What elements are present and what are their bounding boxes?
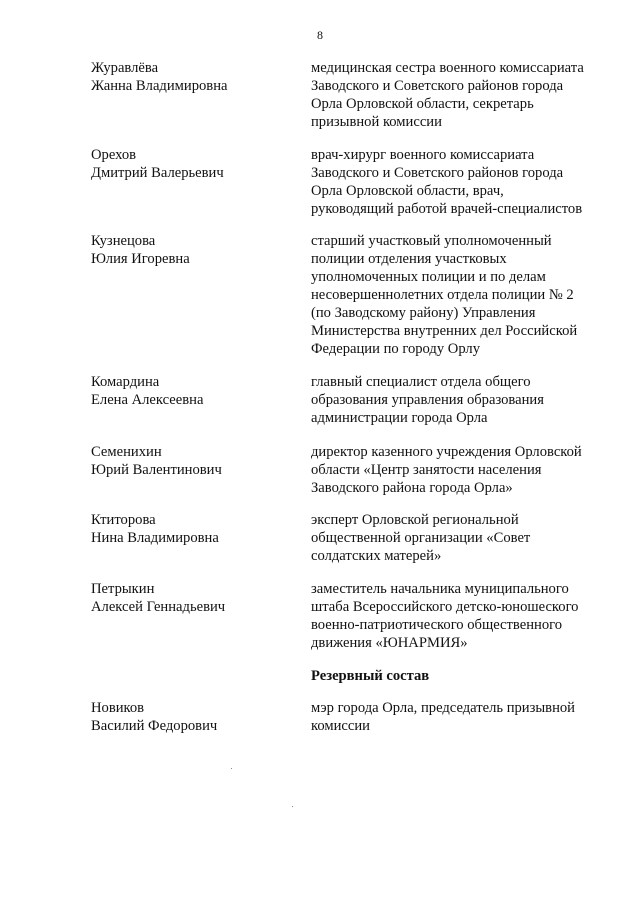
role-line: Заводского и Советского районов города (311, 165, 564, 181)
member-surname: Новиков (91, 700, 145, 716)
role-line: Орла Орловской области, секретарь (311, 96, 534, 112)
role-line: солдатских матерей» (311, 548, 442, 564)
role-line: уполномоченных полиции и по делам (311, 269, 546, 285)
role-line: медицинская сестра военного комиссариата (311, 60, 584, 76)
role-line: Орла Орловской области, врач, (311, 183, 504, 199)
scan-speck (231, 768, 232, 769)
role-line: движения «ЮНАРМИЯ» (311, 635, 468, 651)
member-name (91, 59, 291, 95)
member-role (311, 373, 611, 427)
role-line: старший участковый уполномоченный (311, 233, 552, 249)
role-line: Министерства внутренних дел Российской (311, 323, 578, 339)
role-line: общественной организации «Совет (311, 530, 531, 546)
member-surname: Петрыкин (91, 581, 155, 597)
member-name (91, 443, 291, 479)
role-line: (по Заводскому району) Управления (311, 305, 536, 321)
member-surname: Кузнецова (91, 233, 156, 249)
scan-speck (292, 806, 293, 807)
member-name (91, 373, 291, 409)
role-line: администрации города Орла (311, 410, 488, 426)
member-name (91, 232, 291, 268)
member-surname: Журавлёва (91, 60, 159, 76)
member-surname: Комардина (91, 374, 160, 390)
role-line: военно-патриотического общественного (311, 617, 563, 633)
member-surname: Орехов (91, 147, 137, 163)
member-role (311, 232, 611, 358)
member-given-names: Дмитрий Валерьевич (91, 165, 224, 181)
role-line: комиссии (311, 718, 370, 734)
member-given-names: Алексей Геннадьевич (91, 599, 226, 615)
role-line: образования управления образования (311, 392, 544, 408)
member-given-names: Василий Федорович (91, 718, 218, 734)
role-line: директор казенного учреждения Орловской (311, 444, 582, 460)
member-role (311, 511, 611, 565)
role-line: мэр города Орла, председатель призывной (311, 700, 575, 716)
member-given-names: Елена Алексеевна (91, 392, 204, 408)
role-line: призывной комиссии (311, 114, 442, 130)
member-role (311, 699, 611, 735)
member-role (311, 443, 611, 497)
member-surname: Семенихин (91, 444, 162, 460)
role-line: Федерации по городу Орлу (311, 341, 481, 357)
role-line: заместитель начальника муниципального (311, 581, 569, 597)
reserve-heading: Резервный состав (311, 668, 430, 684)
member-given-names: Юлия Игоревна (91, 251, 190, 267)
role-line: несовершеннолетних отдела полиции № 2 (311, 287, 574, 303)
page-number: 8 (317, 28, 323, 42)
member-name (91, 146, 291, 182)
role-line: области «Центр занятости населения (311, 462, 542, 478)
role-line: эксперт Орловской региональной (311, 512, 519, 528)
role-line: главный специалист отдела общего (311, 374, 531, 390)
member-name (91, 699, 291, 735)
role-line: Заводского района города Орла» (311, 480, 513, 496)
member-surname: Ктиторова (91, 512, 156, 528)
role-line: руководящий работой врачей-специалистов (311, 201, 583, 217)
role-line: Заводского и Советского районов города (311, 78, 564, 94)
member-role (311, 59, 611, 131)
member-given-names: Жанна Владимировна (91, 78, 228, 94)
member-name (91, 511, 291, 547)
member-role (311, 146, 611, 218)
role-line: штаба Всероссийского детско-юношеского (311, 599, 579, 615)
member-given-names: Юрий Валентинович (91, 462, 222, 478)
member-given-names: Нина Владимировна (91, 530, 219, 546)
member-role (311, 580, 611, 652)
member-name (91, 580, 291, 616)
role-line: полиции отделения участковых (311, 251, 507, 267)
role-line: врач-хирург военного комиссариата (311, 147, 535, 163)
